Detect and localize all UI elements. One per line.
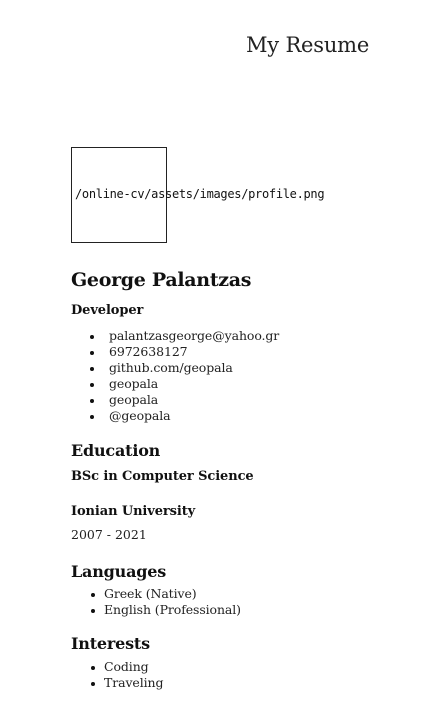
education-degree: BSc in Computer Science [71, 469, 254, 484]
contact-phone[interactable]: 6972638127 [71, 344, 411, 360]
contact-twitter[interactable]: @geopala [71, 408, 411, 424]
contact-email[interactable]: palantzasgeorge@yahoo.gr [71, 328, 411, 344]
interests-heading: Interests [71, 634, 150, 653]
profile-role: Developer [71, 303, 144, 318]
page-title: My Resume [246, 33, 370, 57]
interest-item: Coding [71, 659, 411, 675]
contact-github[interactable]: github.com/geopala [71, 360, 411, 376]
languages-heading: Languages [71, 562, 167, 581]
education-heading: Education [71, 441, 161, 460]
education-university: Ionian University [71, 504, 196, 519]
languages-list [71, 586, 411, 618]
contact-list [71, 328, 411, 424]
education-years: 2007 - 2021 [71, 527, 147, 542]
resume-content [71, 267, 411, 691]
profile-image-alt-text: /online-cv/assets/images/profile.png [75, 187, 325, 201]
language-item: Greek (Native) [71, 586, 411, 602]
interest-item: Traveling [71, 675, 411, 691]
interests-list [71, 659, 411, 691]
contact-linkedin[interactable]: geopala [71, 376, 411, 392]
language-item: English (Professional) [71, 602, 411, 618]
contact-profile[interactable]: geopala [71, 392, 411, 408]
profile-name: George Palantzas [71, 269, 252, 291]
